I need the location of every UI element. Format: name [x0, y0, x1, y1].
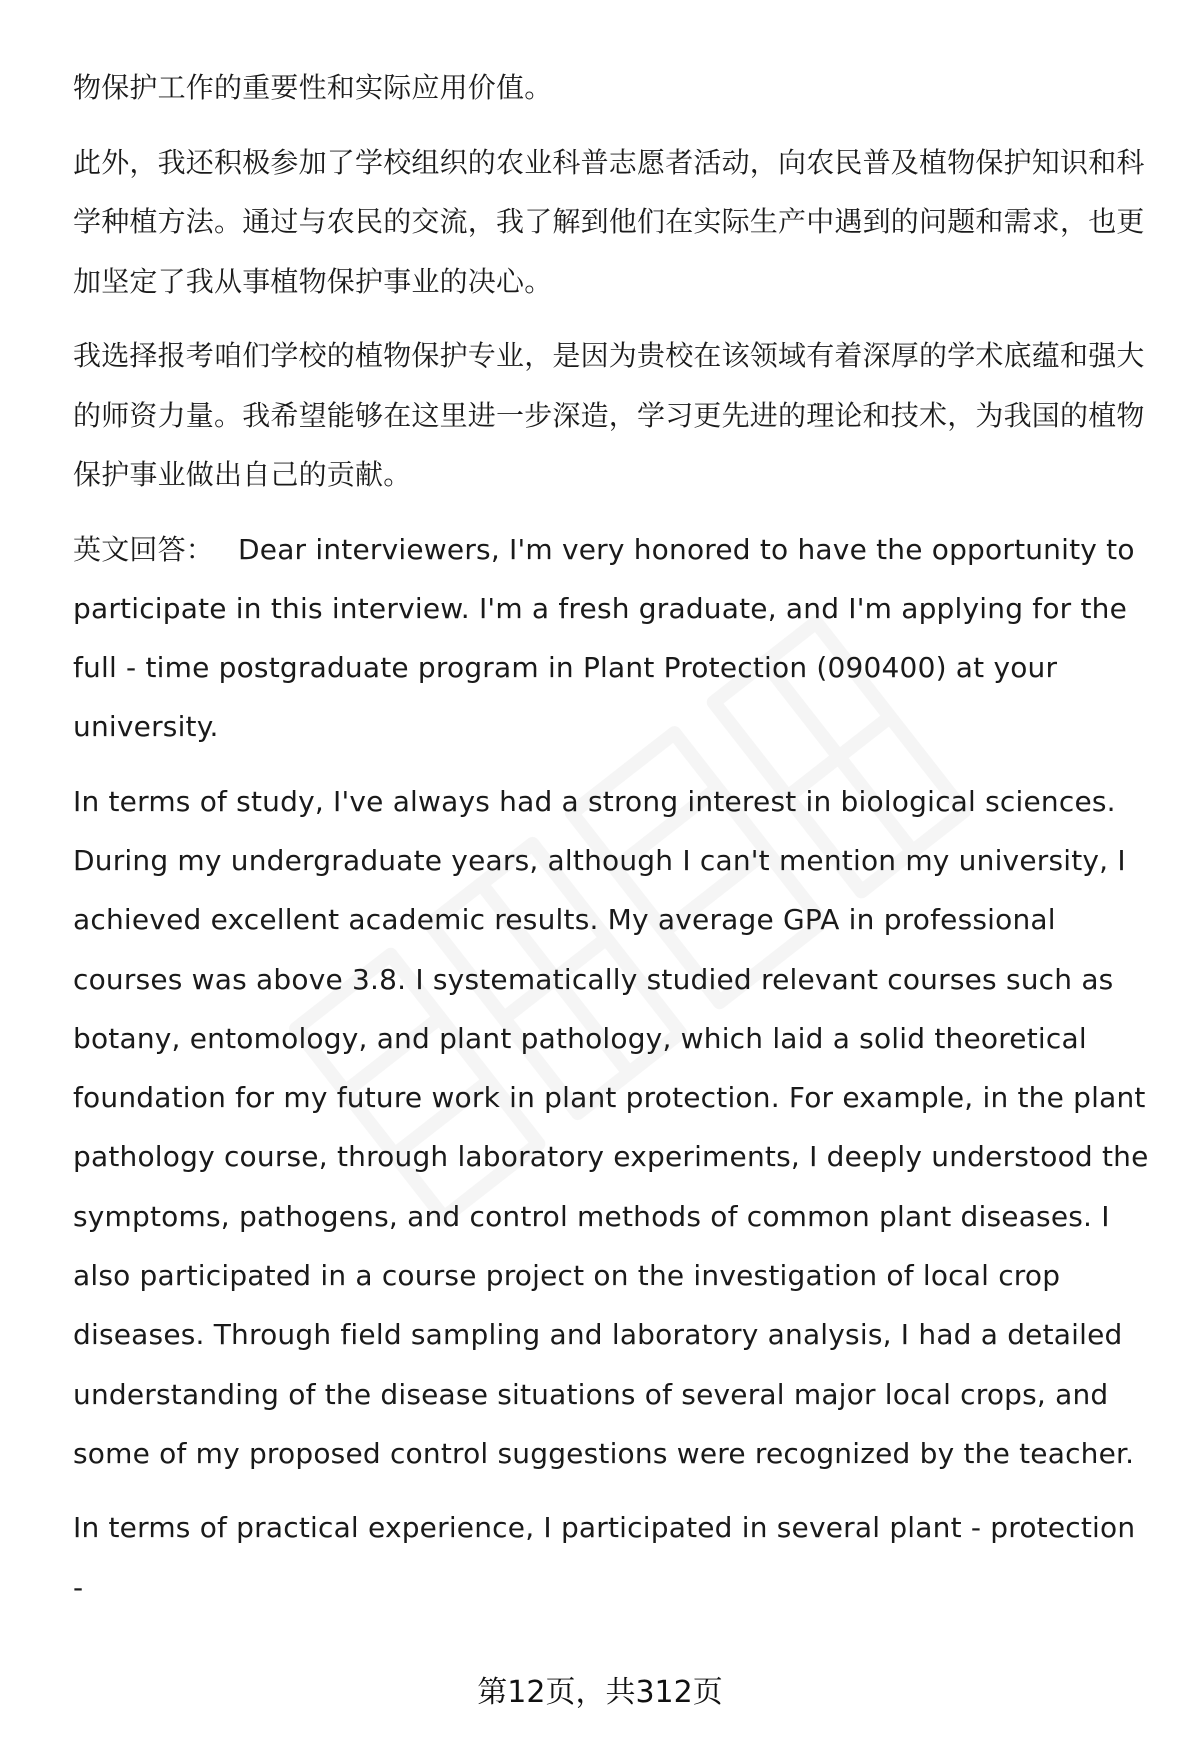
paragraph-en-1: [73, 520, 1153, 757]
document-body: [73, 58, 1153, 1632]
paragraph-cn-1: 物保护工作的重要性和实际应用价值。: [73, 71, 553, 104]
page-footer: 第12页，共312页: [477, 1675, 723, 1710]
paragraph-cn-2: 此外，我还积极参加了学校组织的农业科普志愿者活动，向农民普及植物保护知识和科学种植方法。通过与农民的交流，我了解到他们在实际生产中遇到的问题和需求，也更加坚定了我从事植物保护事业的决心。: [73, 145, 1145, 298]
english-answer-label: 英文回答：: [73, 532, 215, 566]
paragraph-cn-3: 我选择报考咱们学校的植物保护专业，是因为贵校在该领域有着深厚的学术底蕴和强大的师资力量。我希望能够在这里进一步深造，学习更先进的理论和技术，为我国的植物保护事业做出自己的贡献。: [73, 339, 1145, 491]
paragraph-en-2: In terms of study, I've always had a strong interest in biological sciences. During my undergraduate years, although I can't mention my university, I achieved excellent academic results. My average GPA in professional courses was above 3.8. I systematically studied relevant courses such as botany, entomology, and plant pathology, which laid a solid theoretical foundation for my future work in plant protection. For example, in the plant pathology course, through laboratory experiments, I deeply understood the symptoms, pathogens, and control methods of common plant diseases. I also participated in a course project on the investigation of local crop diseases. Through field sampling and laboratory analysis, I had a detailed understanding of the disease situations of several major local crops, and some of my proposed control suggestions were recognized by the teacher.: [73, 784, 1149, 1470]
paragraph-en-3: In terms of practical experience, I participated in several plant - protection -: [73, 1511, 1136, 1604]
paragraph-en-1-text: Dear interviewers, I'm very honored to have the opportunity to participate in this interview. I'm a fresh graduate, and I'm applying for the full - time postgraduate program in Plant Protection (090400) at your university.: [73, 532, 1135, 744]
